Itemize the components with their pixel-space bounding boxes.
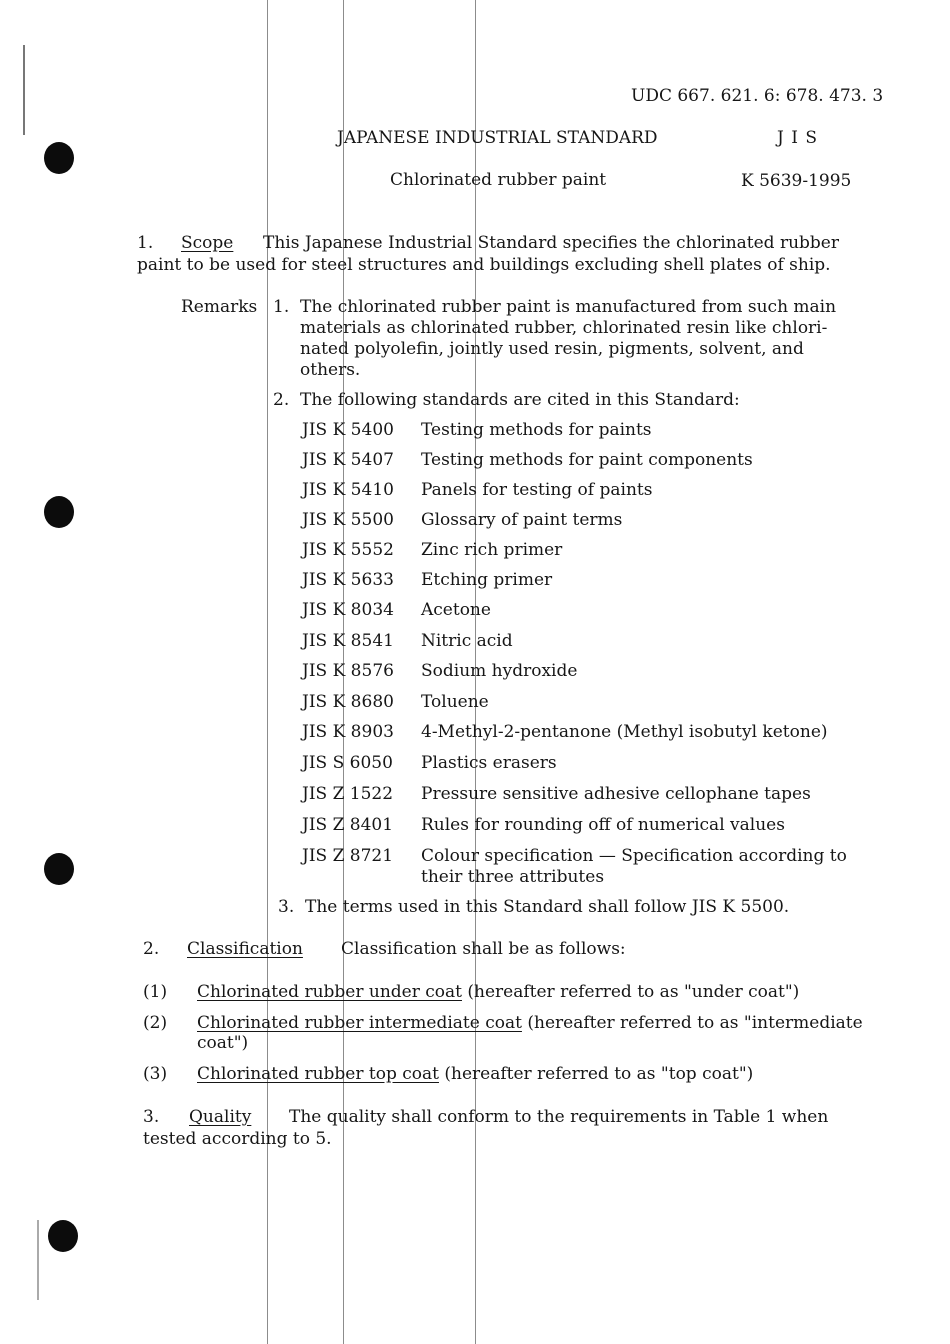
standard-title: Zinc rich primer bbox=[421, 540, 563, 560]
class-item-line bbox=[197, 1064, 753, 1084]
punch-hole-icon bbox=[44, 142, 74, 174]
remark-text-line: materials as chlorinated rubber, chlorinated resin like chlori- bbox=[300, 318, 828, 338]
document-title: Chlorinated rubber paint bbox=[390, 170, 607, 190]
standard-code: JIS K 5633 bbox=[302, 570, 394, 590]
class-item-name: Chlorinated rubber under coat bbox=[197, 982, 462, 1002]
standard-title: Nitric acid bbox=[421, 631, 513, 651]
standard-code: JIS K 5407 bbox=[302, 450, 394, 470]
punch-hole-icon bbox=[44, 496, 74, 528]
udc-number: UDC 667. 621. 6: 678. 473. 3 bbox=[631, 86, 884, 106]
remark-text-line: others. bbox=[300, 360, 361, 380]
class-item-number: (3) bbox=[143, 1064, 168, 1084]
standard-code: JIS K 5410 bbox=[302, 480, 394, 500]
standard-code: JIS K 5552 bbox=[302, 540, 394, 560]
remarks-label: Remarks bbox=[181, 297, 258, 317]
class-item-number: (1) bbox=[143, 982, 168, 1002]
class-item-name: Chlorinated rubber intermediate coat bbox=[197, 1013, 522, 1033]
class-item-line bbox=[197, 982, 799, 1002]
standard-title: Etching primer bbox=[421, 570, 553, 590]
remark-number: 3. bbox=[278, 897, 295, 917]
quality-text-line: The quality shall conform to the requirements in Table 1 when bbox=[289, 1107, 829, 1127]
standard-title: Panels for testing of paints bbox=[421, 480, 653, 500]
standard-title: Rules for rounding off of numerical values bbox=[421, 815, 785, 835]
scope-text-line: This Japanese Industrial Standard specifies the chlorinated rubber bbox=[263, 233, 839, 253]
standard-number: K 5639-1995 bbox=[741, 171, 852, 191]
class-item-desc: (hereafter referred to as "under coat") bbox=[467, 982, 800, 1002]
standard-code: JIS Z 8401 bbox=[302, 815, 394, 835]
remark-text-line: nated polyolefin, jointly used resin, pigments, solvent, and bbox=[300, 339, 804, 359]
remark-number: 2. bbox=[273, 390, 290, 410]
standard-title: Pressure sensitive adhesive cellophane tapes bbox=[421, 784, 811, 804]
standard-title: Testing methods for paints bbox=[421, 420, 652, 440]
scope-number: 1. bbox=[137, 233, 154, 253]
standard-title: Acetone bbox=[421, 600, 491, 620]
scope-heading: Scope bbox=[181, 233, 234, 253]
standard-code: JIS Z 1522 bbox=[302, 784, 394, 804]
punch-hole-icon bbox=[48, 1220, 78, 1252]
remark-text-line: The following standards are cited in this Standard: bbox=[300, 390, 740, 410]
class-item-name: Chlorinated rubber top coat bbox=[197, 1064, 439, 1084]
standard-code: JIS K 8680 bbox=[302, 692, 394, 712]
quality-text-line: tested according to 5. bbox=[143, 1129, 332, 1149]
class-item-number: (2) bbox=[143, 1013, 168, 1033]
remark-text-line: The terms used in this Standard shall follow JIS K 5500. bbox=[305, 897, 790, 917]
class-item-desc: (hereafter referred to as "top coat") bbox=[444, 1064, 754, 1084]
standard-code: JIS K 8903 bbox=[302, 722, 394, 742]
class-item-desc: (hereafter referred to as "intermediate bbox=[527, 1013, 863, 1033]
standard-title-continued: their three attributes bbox=[421, 867, 605, 887]
standard-title: Sodium hydroxide bbox=[421, 661, 578, 681]
standard-code: JIS K 5500 bbox=[302, 510, 394, 530]
standard-code: JIS S 6050 bbox=[302, 753, 393, 773]
class-item-line bbox=[197, 1013, 863, 1033]
scope-text-line: paint to be used for steel structures and buildings excluding shell plates of ship. bbox=[137, 255, 831, 275]
standard-code: JIS K 8541 bbox=[302, 631, 394, 651]
quality-heading: Quality bbox=[189, 1107, 252, 1127]
class-item-desc-continued: coat") bbox=[197, 1033, 249, 1053]
remark-text-line: The chlorinated rubber paint is manufactured from such main bbox=[300, 297, 837, 317]
standard-code: JIS Z 8721 bbox=[302, 846, 394, 866]
standard-title: Toluene bbox=[421, 692, 489, 712]
scan-speckle bbox=[37, 1220, 39, 1300]
standard-title: 4-Methyl-2-pentanone (Methyl isobutyl ketone) bbox=[421, 722, 828, 742]
standard-code: JIS K 5400 bbox=[302, 420, 394, 440]
classification-text: Classification shall be as follows: bbox=[341, 939, 626, 959]
standard-code: JIS K 8576 bbox=[302, 661, 394, 681]
punch-hole-icon bbox=[44, 853, 74, 885]
standard-title: Plastics erasers bbox=[421, 753, 557, 773]
quality-number: 3. bbox=[143, 1107, 160, 1127]
standard-title: Colour specification — Specification according to bbox=[421, 846, 847, 866]
standard-title: Glossary of paint terms bbox=[421, 510, 623, 530]
standard-code: JIS K 8034 bbox=[302, 600, 394, 620]
classification-number: 2. bbox=[143, 939, 160, 959]
standard-name: JAPANESE INDUSTRIAL STANDARD bbox=[337, 128, 658, 148]
standard-title: Testing methods for paint components bbox=[421, 450, 753, 470]
classification-heading: Classification bbox=[187, 939, 303, 959]
jis-mark: J I S bbox=[777, 128, 818, 148]
scan-speckle bbox=[23, 45, 25, 135]
remark-number: 1. bbox=[273, 297, 290, 317]
